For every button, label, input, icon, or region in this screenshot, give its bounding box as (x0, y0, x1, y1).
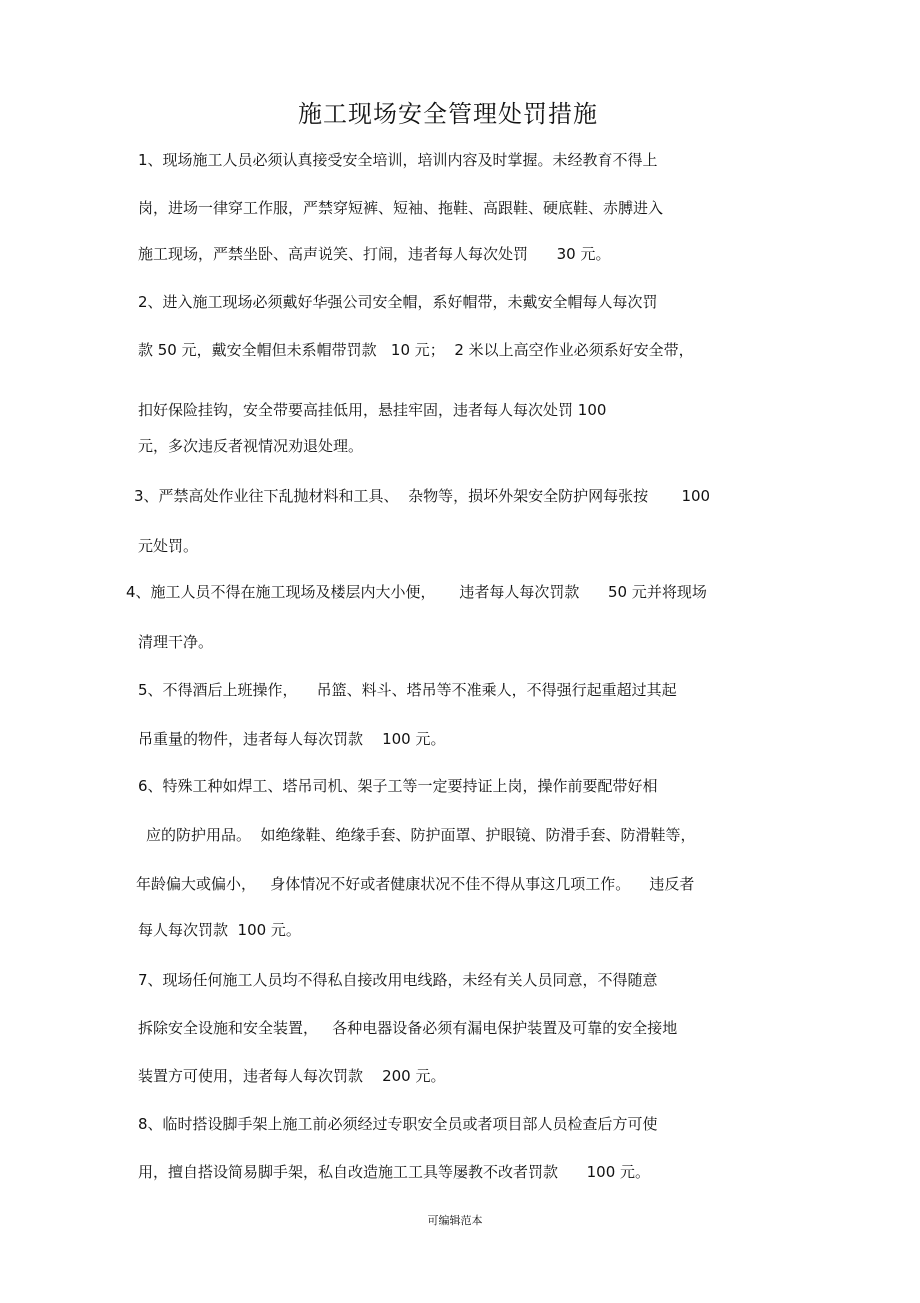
footer-label: 可编辑范本 (427, 1214, 483, 1227)
document-title: 施工现场安全管理处罚措施 (298, 100, 598, 128)
text-line: 元处罚。 (138, 537, 199, 555)
text-line: 款 50 元，戴安全帽但未系帽带罚款 10 元； 2 米以上高空作业必须系好安全带， (138, 341, 694, 359)
text-line: 清理干净。 (138, 633, 214, 651)
text-line: 扣好保险挂钩，安全带要高挂低用，悬挂牢固，违者每人每次处罚 100 (138, 401, 607, 419)
text-line: 年龄偏大或偏小， 身体情况不好或者健康状况不佳不得从事这几项工作。 违反者 (136, 875, 695, 893)
text-line: 2、进入施工现场必须戴好华强公司安全帽，系好帽带，未戴安全帽每人每次罚 (138, 293, 658, 311)
text-line: 每人每次罚款 100 元。 (138, 921, 301, 939)
text-line: 岗，进场一律穿工作服，严禁穿短裤、短袖、拖鞋、高跟鞋、硬底鞋、赤膊进入 (138, 199, 664, 217)
text-line: 吊重量的物件，违者每人每次罚款 100 元。 (138, 730, 446, 748)
text-line: 7、现场任何施工人员均不得私自接改用电线路，未经有关人员同意，不得随意 (138, 971, 658, 989)
text-line: 用，擅自搭设简易脚手架，私自改造施工工具等屡教不改者罚款 100 元。 (138, 1163, 651, 1181)
text-line: 3、严禁高处作业往下乱抛材料和工具、 杂物等，损坏外架安全防护网每张按 100 (134, 487, 711, 505)
text-line: 元，多次违反者视情况劝退处理。 (138, 437, 364, 455)
text-line: 8、临时搭设脚手架上施工前必须经过专职安全员或者项目部人员检查后方可使 (138, 1115, 658, 1133)
text-line: 装置方可使用，违者每人每次罚款 200 元。 (138, 1067, 446, 1085)
text-line: 拆除安全设施和安全装置， 各种电器设备必须有漏电保护装置及可靠的安全接地 (138, 1019, 678, 1037)
text-line: 4、施工人员不得在施工现场及楼层内大小便， 违者每人每次罚款 50 元并将现场 (126, 583, 707, 601)
text-line: 5、不得酒后上班操作， 吊篮、料斗、塔吊等不准乘人，不得强行起重超过其起 (138, 681, 677, 699)
text-line: 施工现场，严禁坐卧、高声说笑、打闹，违者每人每次处罚 30 元。 (138, 245, 611, 263)
text-line: 6、特殊工种如焊工、塔吊司机、架子工等一定要持证上岗，操作前要配带好相 (138, 777, 658, 795)
text-line: 应的防护用品。 如绝缘鞋、绝缘手套、防护面罩、护眼镜、防滑手套、防滑鞋等， (146, 826, 696, 844)
text-line: 1、现场施工人员必须认真接受安全培训，培训内容及时掌握。未经教育不得上 (138, 151, 658, 169)
